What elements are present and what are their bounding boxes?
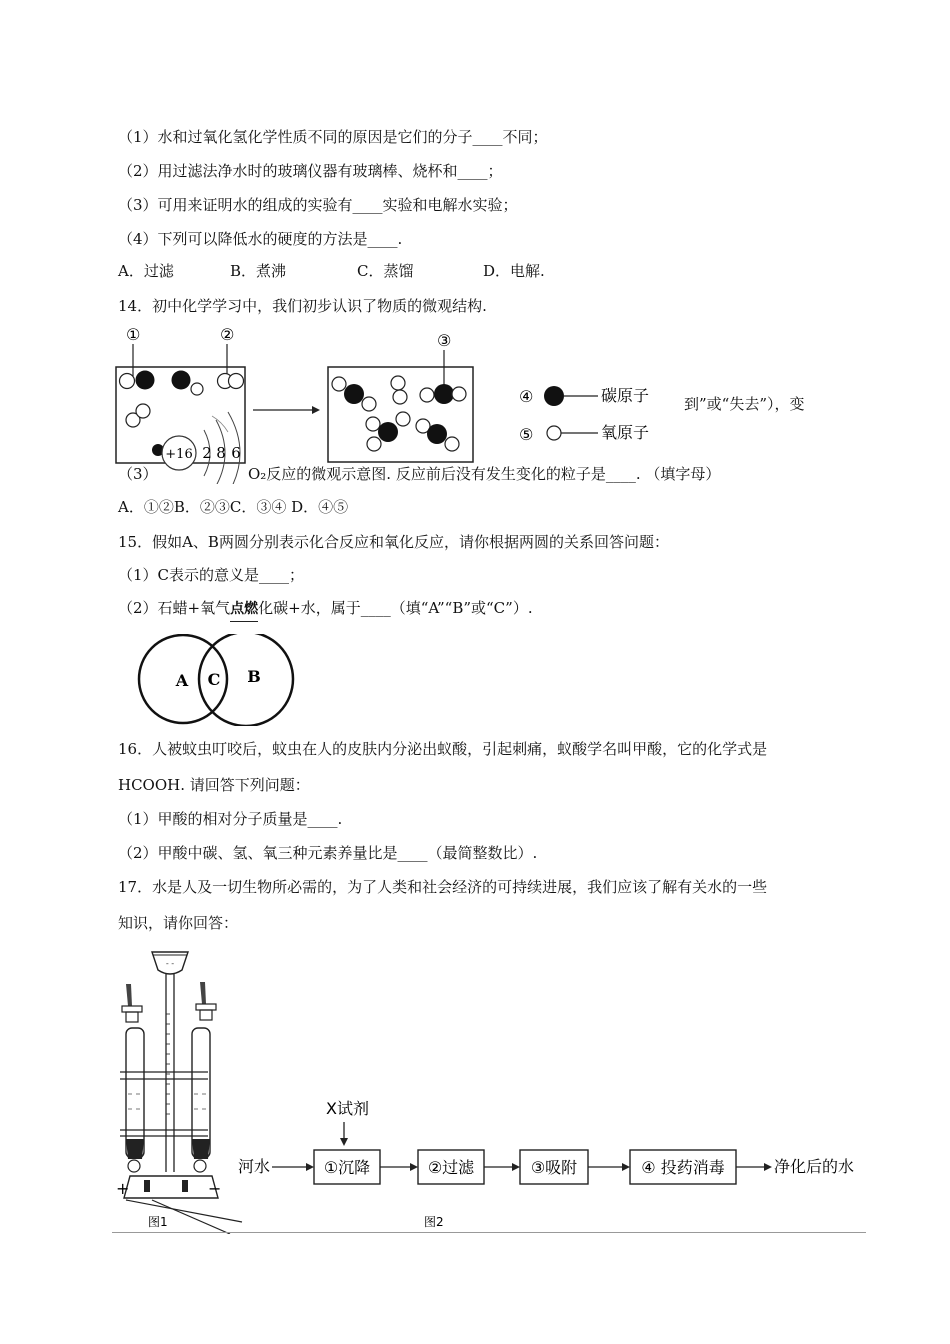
q14-sub3-prefix: （3） — [118, 465, 158, 483]
q15-condition-label: 点燃 — [230, 601, 259, 617]
q13-option-a: A．过滤 — [118, 262, 174, 280]
bottom-rule — [112, 1232, 866, 1233]
q13-options — [118, 261, 545, 281]
q13-sub1: （1）水和过氧化氢化学性质不同的原因是它们的分子____不同； — [118, 128, 548, 146]
q14-reaction-figure — [112, 322, 672, 484]
q13-sub3: （3）可用来证明水的组成的实验有____实验和电解水实验； — [118, 196, 518, 214]
q17-stem-1: 17．水是人及一切生物所必需的，为了人类和社会经济的可持续进展，我们应该了解有关水的一些 — [118, 878, 768, 896]
q16-sub1: （1）甲酸的相对分子质量是____. — [118, 810, 343, 828]
q16-stem-1: 16．人被蚊虫叮咬后，蚊虫在人的皮肤内分泌出蚁酸，引起刺痛，蚁酸学名叫甲酸，它的化学式是 — [118, 740, 768, 758]
q15-sub2-post: 化碳+水，属于____（填“A”“B”或“C”）. — [258, 599, 533, 617]
venn-label-b: B — [247, 667, 261, 686]
reagent-label: X试剂 — [326, 1099, 369, 1118]
q13-option-c: C．蒸馏 — [357, 262, 414, 280]
atom-shell-1: 2 — [202, 444, 212, 462]
step-2-label: ②过滤 — [427, 1158, 475, 1177]
negative-terminal: − — [208, 1179, 222, 1198]
condition-arrow — [230, 621, 258, 622]
q15-sub2-pre: （2）石蜡+氧气 — [118, 599, 231, 617]
atom-shell-3: 6 — [231, 444, 241, 462]
q16-stem-2: HCOOH. 请回答下列问题： — [118, 776, 310, 794]
q14-sub3-text: O₂反应的微观示意图. 反应前后没有发生变化的粒子是____. （填字母） — [248, 465, 721, 483]
q15-condition — [230, 598, 258, 619]
water-purification-flow — [230, 1094, 870, 1234]
q16-sub2: （2）甲酸中碳、氢、氧三种元素养量比是____（最简整数比）. — [118, 844, 538, 862]
atom-shell-2: 8 — [216, 444, 226, 462]
label-3: ③ — [437, 331, 452, 350]
q14-options: A．①②B．②③C．③④ D．④⑤ — [118, 498, 349, 516]
oxygen-atom-label: 氧原子 — [601, 423, 650, 442]
source-label: 河水 — [238, 1157, 271, 1176]
q13-sub4: （4）下列可以降低水的硬度的方法是____. — [118, 230, 403, 248]
step-3-label: ③吸附 — [530, 1158, 578, 1177]
label-5: ⑤ — [519, 425, 534, 444]
step-4-label: ④ 投药消毒 — [641, 1158, 725, 1177]
oxygen-legend — [519, 423, 649, 444]
q13-option-b: B．煮沸 — [230, 262, 287, 280]
carbon-atom-label: 碳原子 — [601, 386, 650, 405]
q13-option-d: D．电解. — [483, 262, 545, 280]
q13-sub2: （2）用过滤法净水时的玻璃仪器有玻璃棒、烧杯和____； — [118, 162, 503, 180]
q14-partial-text: 到”或“失去”），变 — [684, 395, 805, 413]
venn-diagram — [132, 634, 298, 726]
venn-label-c: C — [207, 670, 221, 689]
q14-stem: 14．初中化学学习中，我们初步认识了物质的微观结构. — [118, 297, 487, 315]
q17-stem-2: 知识，请你回答： — [118, 914, 239, 932]
result-label: 净化后的水 — [774, 1157, 855, 1176]
figure-2-caption: 图2 — [424, 1215, 444, 1229]
sulfur-atom-structure — [162, 412, 241, 484]
q15-stem: 15．假如A、B两圆分别表示化合反应和氧化反应，请你根据两圆的关系回答问题： — [118, 533, 669, 551]
label-2: ② — [220, 325, 235, 344]
figure-1-caption: 图1 — [148, 1215, 168, 1229]
atom-nucleus: +16 — [165, 447, 193, 462]
carbon-legend — [519, 386, 649, 406]
label-4: ④ — [519, 387, 534, 406]
q15-sub2 — [118, 598, 533, 619]
label-1: ① — [126, 325, 141, 344]
venn-label-a: A — [175, 671, 189, 690]
step-1-label: ①沉降 — [323, 1158, 371, 1177]
positive-terminal: + — [116, 1179, 130, 1198]
svg-text:- -: - - — [165, 959, 175, 968]
q15-sub1: （1）C表示的意义是____； — [118, 566, 305, 584]
